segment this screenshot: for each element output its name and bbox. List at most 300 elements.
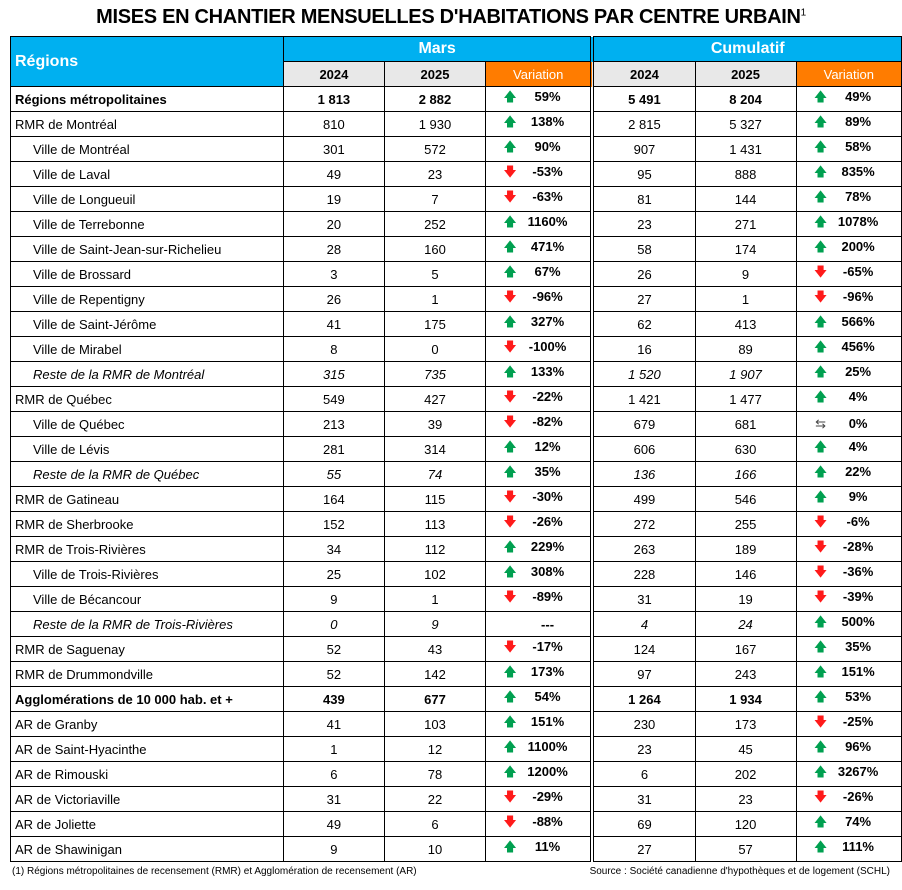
table-row: [11, 687, 902, 712]
arrow-up-icon: 🡅: [813, 314, 828, 329]
month-variation-cell: [486, 187, 593, 212]
cumul-variation-value: 25%: [845, 364, 872, 379]
cumul-variation-cell: [796, 287, 901, 312]
arrow-up-icon: 🡅: [813, 189, 828, 204]
month-variation-value: 54%: [534, 689, 561, 704]
arrow-down-icon: 🡇: [813, 589, 828, 604]
cumul-2024-value: 95: [592, 162, 695, 187]
month-variation-cell: [486, 687, 593, 712]
cumul-2024-value: 5 491: [592, 87, 695, 112]
month-2025-value: 9: [384, 612, 485, 637]
cumul-variation-cell: [796, 787, 901, 812]
source-note: Source : Société canadienne d'hypothèques et de logement (SCHL): [589, 866, 890, 877]
month-2024-value: 49: [283, 812, 384, 837]
cumul-2024-value: 58: [592, 237, 695, 262]
month-variation-cell: [486, 337, 593, 362]
header-row-groups: [11, 37, 902, 62]
cumul-2024-value: 136: [592, 462, 695, 487]
cumul-2025-value: 144: [695, 187, 796, 212]
region-name: Ville de Brossard: [11, 262, 284, 287]
arrow-up-icon: 🡅: [813, 764, 828, 779]
cumul-variation-value: 3267%: [837, 764, 879, 779]
month-2024-value: 9: [283, 587, 384, 612]
month-2024-value: 52: [283, 637, 384, 662]
month-2024-value: 3: [283, 262, 384, 287]
month-2025-value: 1: [384, 587, 485, 612]
cumul-variation-value: 151%: [841, 664, 875, 679]
cumul-variation-value: 49%: [845, 89, 872, 104]
cumul-2025-value: 19: [695, 587, 796, 612]
cumul-2025-value: 1 431: [695, 137, 796, 162]
region-name: Ville de Trois-Rivières: [11, 562, 284, 587]
month-2024-value: 19: [283, 187, 384, 212]
month-variation-value: 133%: [530, 364, 565, 379]
month-variation-value: 173%: [530, 664, 565, 679]
table-row: [11, 287, 902, 312]
arrow-down-icon: 🡇: [503, 339, 517, 354]
cumul-2024-value: 4: [592, 612, 695, 637]
header-cumul-2025: 2025: [695, 62, 796, 87]
table-row: [11, 462, 902, 487]
month-2025-value: 6: [384, 812, 485, 837]
table-row: [11, 187, 902, 212]
cumul-variation-cell: [796, 537, 901, 562]
cumul-2024-value: 27: [592, 287, 695, 312]
cumul-2024-value: 23: [592, 212, 695, 237]
region-name: RMR de Drummondville: [11, 662, 284, 687]
cumul-variation-value: 35%: [845, 639, 872, 654]
month-variation-cell: [486, 412, 593, 437]
cumul-variation-value: 9%: [848, 489, 868, 504]
arrow-up-icon: 🡅: [813, 689, 828, 704]
month-variation-cell: [486, 512, 593, 537]
region-name: AR de Shawinigan: [11, 837, 284, 862]
cumul-2025-value: 57: [695, 837, 796, 862]
table-row: [11, 737, 902, 762]
arrow-up-icon: 🡅: [813, 839, 828, 854]
table-row: [11, 412, 902, 437]
month-variation-value: -26%: [532, 514, 563, 529]
table-row: [11, 262, 902, 287]
cumul-variation-value: -6%: [846, 514, 870, 529]
arrow-up-icon: 🡅: [813, 364, 828, 379]
month-2025-value: 175: [384, 312, 485, 337]
table-row: [11, 162, 902, 187]
arrow-up-icon: 🡅: [503, 764, 517, 779]
month-variation-value: ---: [541, 616, 555, 632]
cumul-2025-value: 243: [695, 662, 796, 687]
month-variation-value: -82%: [532, 414, 563, 429]
arrow-up-icon: 🡅: [813, 389, 828, 404]
month-2024-value: 152: [283, 512, 384, 537]
arrow-up-icon: 🡅: [503, 539, 517, 554]
month-variation-cell: [486, 587, 593, 612]
cumul-2025-value: 8 204: [695, 87, 796, 112]
cumul-2024-value: 606: [592, 437, 695, 462]
arrow-down-icon: 🡇: [503, 289, 517, 304]
arrow-up-icon: 🡅: [503, 739, 517, 754]
cumul-2024-value: 16: [592, 337, 695, 362]
region-name: Régions métropolitaines: [11, 87, 284, 112]
cumul-variation-value: 566%: [841, 314, 875, 329]
month-variation-cell: [486, 462, 593, 487]
arrow-up-icon: 🡅: [503, 214, 517, 229]
table-row: [11, 762, 902, 787]
month-variation-cell: [486, 612, 593, 637]
region-name: AR de Joliette: [11, 812, 284, 837]
region-name: RMR de Saguenay: [11, 637, 284, 662]
arrow-up-icon: 🡅: [503, 364, 517, 379]
month-2024-value: 549: [283, 387, 384, 412]
arrow-down-icon: 🡇: [503, 189, 517, 204]
month-2025-value: 160: [384, 237, 485, 262]
cumul-2024-value: 6: [592, 762, 695, 787]
month-2024-value: 8: [283, 337, 384, 362]
cumul-variation-cell: [796, 737, 901, 762]
cumul-2025-value: 681: [695, 412, 796, 437]
arrow-up-icon: 🡅: [813, 489, 828, 504]
month-2024-value: 301: [283, 137, 384, 162]
table-row: [11, 112, 902, 137]
cumul-2025-value: 120: [695, 812, 796, 837]
cumul-2024-value: 26: [592, 262, 695, 287]
month-2025-value: 78: [384, 762, 485, 787]
region-name: RMR de Montréal: [11, 112, 284, 137]
cumul-2025-value: 9: [695, 262, 796, 287]
month-variation-cell: [486, 562, 593, 587]
month-2025-value: 43: [384, 637, 485, 662]
month-variation-cell: [486, 662, 593, 687]
cumul-2025-value: 45: [695, 737, 796, 762]
cumul-2025-value: 546: [695, 487, 796, 512]
header-month-2024: 2024: [283, 62, 384, 87]
cumul-variation-cell: [796, 262, 901, 287]
month-variation-value: 35%: [534, 464, 561, 479]
arrow-down-icon: 🡇: [813, 714, 828, 729]
month-2025-value: 115: [384, 487, 485, 512]
arrow-up-icon: 🡅: [813, 464, 828, 479]
cumul-variation-cell: [796, 337, 901, 362]
cumul-variation-value: 74%: [845, 814, 872, 829]
month-2025-value: 10: [384, 837, 485, 862]
region-name: RMR de Québec: [11, 387, 284, 412]
month-variation-cell: [486, 212, 593, 237]
arrow-up-icon: 🡅: [503, 139, 517, 154]
arrow-up-icon: 🡅: [813, 664, 828, 679]
month-variation-cell: [486, 737, 593, 762]
month-2024-value: 315: [283, 362, 384, 387]
month-variation-cell: [486, 637, 593, 662]
month-2025-value: 112: [384, 537, 485, 562]
month-2024-value: 439: [283, 687, 384, 712]
arrow-up-icon: 🡅: [813, 114, 828, 129]
month-2025-value: 74: [384, 462, 485, 487]
table-row: [11, 562, 902, 587]
header-group-cumul: Cumulatif: [592, 37, 901, 62]
title-text: MISES EN CHANTIER MENSUELLES D'HABITATIONS PAR CENTRE URBAIN: [96, 6, 801, 28]
header-month-variation: Variation: [486, 62, 593, 87]
month-variation-value: 11%: [534, 839, 561, 854]
cumul-variation-value: 500%: [841, 614, 875, 629]
month-2025-value: 0: [384, 337, 485, 362]
month-variation-cell: [486, 712, 593, 737]
region-name: Ville de Laval: [11, 162, 284, 187]
table-row: [11, 212, 902, 237]
cumul-2025-value: 630: [695, 437, 796, 462]
arrow-down-icon: 🡇: [503, 589, 517, 604]
cumul-2024-value: 62: [592, 312, 695, 337]
region-name: AR de Rimouski: [11, 762, 284, 787]
table-row: [11, 612, 902, 637]
month-2024-value: 41: [283, 712, 384, 737]
month-2025-value: 113: [384, 512, 485, 537]
cumul-variation-cell: [796, 837, 901, 862]
month-2025-value: 142: [384, 662, 485, 687]
table-row: [11, 137, 902, 162]
cumul-variation-value: 53%: [845, 689, 872, 704]
month-variation-cell: [486, 437, 593, 462]
region-name: Ville de Montréal: [11, 137, 284, 162]
region-name: Reste de la RMR de Québec: [11, 462, 284, 487]
arrow-up-icon: 🡅: [813, 214, 828, 229]
month-2024-value: 810: [283, 112, 384, 137]
month-variation-cell: [486, 787, 593, 812]
month-2025-value: 7: [384, 187, 485, 212]
month-variation-cell: [486, 762, 593, 787]
month-2024-value: 20: [283, 212, 384, 237]
arrow-up-icon: 🡅: [503, 314, 517, 329]
month-2025-value: 22: [384, 787, 485, 812]
month-variation-value: 138%: [530, 114, 565, 129]
month-2024-value: 55: [283, 462, 384, 487]
cumul-variation-cell: [796, 112, 901, 137]
month-2024-value: 213: [283, 412, 384, 437]
arrow-up-icon: 🡅: [813, 814, 828, 829]
month-variation-value: 59%: [534, 89, 561, 104]
cumul-variation-value: 78%: [845, 189, 872, 204]
cumul-variation-cell: [796, 137, 901, 162]
cumul-2024-value: 272: [592, 512, 695, 537]
region-name: Ville de Longueuil: [11, 187, 284, 212]
month-variation-cell: [486, 537, 593, 562]
month-2024-value: 9: [283, 837, 384, 862]
footnote: (1) Régions métropolitaines de recensement (RMR) et Agglomération de recensement (AR): [12, 866, 417, 877]
title-footnote-mark: 1: [800, 7, 806, 19]
cumul-2025-value: 1 477: [695, 387, 796, 412]
month-variation-value: -63%: [532, 189, 563, 204]
table-row: [11, 512, 902, 537]
arrow-down-icon: 🡇: [503, 639, 517, 654]
header-cumul-2024: 2024: [592, 62, 695, 87]
cumul-2024-value: 1 421: [592, 387, 695, 412]
cumul-2025-value: 271: [695, 212, 796, 237]
cumul-variation-value: 200%: [841, 239, 875, 254]
month-variation-value: 471%: [530, 239, 565, 254]
table-row: [11, 637, 902, 662]
month-2024-value: 41: [283, 312, 384, 337]
month-variation-cell: [486, 237, 593, 262]
month-2024-value: 52: [283, 662, 384, 687]
cumul-2024-value: 2 815: [592, 112, 695, 137]
month-2024-value: 31: [283, 787, 384, 812]
month-2024-value: 164: [283, 487, 384, 512]
cumul-variation-cell: [796, 762, 901, 787]
cumul-variation-value: -25%: [842, 714, 874, 729]
month-2025-value: 677: [384, 687, 485, 712]
cumul-variation-value: 4%: [848, 389, 868, 404]
month-2025-value: 23: [384, 162, 485, 187]
cumul-variation-cell: [796, 462, 901, 487]
arrow-up-icon: 🡅: [813, 164, 828, 179]
arrows-swap-icon: ⇆: [815, 416, 827, 431]
month-variation-value: -88%: [532, 814, 563, 829]
region-name: RMR de Gatineau: [11, 487, 284, 512]
month-2025-value: 252: [384, 212, 485, 237]
cumul-2024-value: 27: [592, 837, 695, 862]
region-name: Ville de Terrebonne: [11, 212, 284, 237]
cumul-2025-value: 888: [695, 162, 796, 187]
table-row: [11, 712, 902, 737]
cumul-variation-value: -26%: [842, 789, 874, 804]
month-variation-value: -53%: [532, 164, 563, 179]
cumul-2025-value: 173: [695, 712, 796, 737]
arrow-up-icon: 🡅: [503, 664, 517, 679]
page-title: [0, 6, 902, 29]
table-body: [11, 87, 902, 862]
housing-starts-table: [10, 36, 902, 862]
table-row: [11, 787, 902, 812]
arrow-up-icon: 🡅: [503, 564, 517, 579]
region-name: Ville de Saint-Jérôme: [11, 312, 284, 337]
cumul-2025-value: 189: [695, 537, 796, 562]
cumul-2024-value: 499: [592, 487, 695, 512]
arrow-up-icon: 🡅: [503, 439, 517, 454]
month-variation-value: -30%: [532, 489, 563, 504]
cumul-2025-value: 1 934: [695, 687, 796, 712]
month-2025-value: 735: [384, 362, 485, 387]
cumul-2025-value: 1: [695, 287, 796, 312]
month-2024-value: 34: [283, 537, 384, 562]
month-variation-value: -17%: [532, 639, 563, 654]
cumul-variation-cell: [796, 212, 901, 237]
month-2025-value: 103: [384, 712, 485, 737]
cumul-variation-cell: [796, 437, 901, 462]
arrow-up-icon: 🡅: [813, 239, 828, 254]
month-variation-value: 12%: [534, 439, 561, 454]
cumul-variation-cell: [796, 637, 901, 662]
arrow-down-icon: 🡇: [503, 514, 517, 529]
month-variation-cell: [486, 137, 593, 162]
cumul-variation-value: 22%: [845, 464, 872, 479]
month-variation-cell: [486, 362, 593, 387]
cumul-2024-value: 23: [592, 737, 695, 762]
cumul-variation-cell: [796, 237, 901, 262]
month-variation-cell: [486, 487, 593, 512]
table-row: [11, 237, 902, 262]
cumul-variation-cell: [796, 612, 901, 637]
arrow-down-icon: 🡇: [813, 264, 828, 279]
month-2024-value: 26: [283, 287, 384, 312]
cumul-variation-value: 835%: [841, 164, 875, 179]
cumul-variation-value: -96%: [842, 289, 874, 304]
cumul-variation-cell: [796, 562, 901, 587]
region-name: Ville de Mirabel: [11, 337, 284, 362]
region-name: AR de Saint-Hyacinthe: [11, 737, 284, 762]
arrow-up-icon: 🡅: [813, 739, 828, 754]
month-2024-value: 1 813: [283, 87, 384, 112]
cumul-2024-value: 31: [592, 787, 695, 812]
cumul-variation-value: 1078%: [837, 214, 879, 229]
cumul-variation-cell: [796, 387, 901, 412]
arrow-up-icon: 🡅: [813, 439, 828, 454]
cumul-variation-cell: [796, 512, 901, 537]
arrow-up-icon: 🡅: [503, 689, 517, 704]
table-row: [11, 437, 902, 462]
month-variation-value: 327%: [530, 314, 565, 329]
arrow-up-icon: 🡅: [503, 464, 517, 479]
month-variation-cell: [486, 837, 593, 862]
cumul-variation-cell: [796, 87, 901, 112]
month-2025-value: 1 930: [384, 112, 485, 137]
cumul-variation-cell: [796, 162, 901, 187]
cumul-2025-value: 413: [695, 312, 796, 337]
cumul-2025-value: 24: [695, 612, 796, 637]
table-row: [11, 312, 902, 337]
arrow-up-icon: 🡅: [813, 639, 828, 654]
month-2025-value: 314: [384, 437, 485, 462]
cumul-2025-value: 89: [695, 337, 796, 362]
region-name: Agglomérations de 10 000 hab. et +: [11, 687, 284, 712]
table-row: [11, 387, 902, 412]
region-name: Ville de Lévis: [11, 437, 284, 462]
cumul-variation-value: 96%: [845, 739, 872, 754]
month-2024-value: 6: [283, 762, 384, 787]
month-variation-value: 90%: [534, 139, 561, 154]
header-regions: Régions: [11, 37, 284, 87]
table-row: [11, 837, 902, 862]
cumul-2025-value: 174: [695, 237, 796, 262]
month-variation-value: 151%: [530, 714, 565, 729]
month-variation-value: -29%: [532, 789, 563, 804]
month-2024-value: 49: [283, 162, 384, 187]
region-name: Ville de Québec: [11, 412, 284, 437]
cumul-variation-cell: [796, 187, 901, 212]
arrow-down-icon: 🡇: [813, 289, 828, 304]
cumul-variation-cell: [796, 312, 901, 337]
cumul-variation-cell: [796, 662, 901, 687]
arrow-down-icon: 🡇: [503, 414, 517, 429]
month-variation-value: 308%: [530, 564, 565, 579]
month-variation-cell: [486, 162, 593, 187]
month-2025-value: 1: [384, 287, 485, 312]
header-group-month: Mars: [283, 37, 592, 62]
arrow-down-icon: 🡇: [503, 789, 517, 804]
cumul-variation-value: -28%: [842, 539, 874, 554]
arrow-up-icon: 🡅: [503, 714, 517, 729]
month-variation-cell: [486, 812, 593, 837]
arrow-down-icon: 🡇: [813, 789, 828, 804]
header-cumul-variation: Variation: [796, 62, 901, 87]
cumul-2024-value: 1 264: [592, 687, 695, 712]
month-variation-value: 1200%: [527, 764, 568, 779]
cumul-2025-value: 23: [695, 787, 796, 812]
arrow-up-icon: 🡅: [503, 89, 517, 104]
cumul-variation-value: -39%: [842, 589, 874, 604]
cumul-2025-value: 1 907: [695, 362, 796, 387]
table-row: [11, 362, 902, 387]
cumul-2024-value: 263: [592, 537, 695, 562]
cumul-variation-cell: [796, 362, 901, 387]
